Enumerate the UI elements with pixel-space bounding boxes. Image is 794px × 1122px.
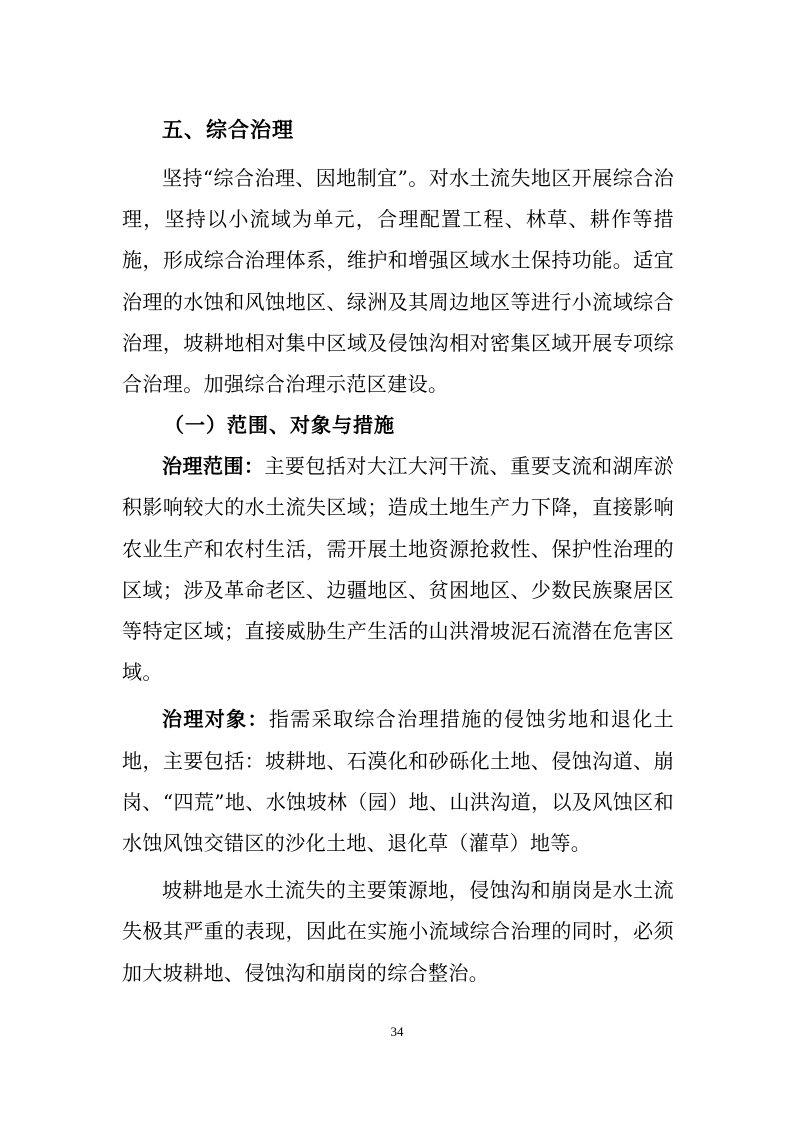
- scope-text: 主要包括对大江大河干流、重要支流和湖库淤积影响较大的水土流失区域；造成土地生产力下降，直接影响农业生产和农村生活，需开展土地资源抢救性、保护性治理的区域；涉及革命老区、边疆地区、贫困地区、少数民族聚居区等特定区域；直接威胁生产生活的山洪滑坡泥石流潜在危害区域。: [122, 454, 675, 685]
- scope-term: 治理范围：: [162, 454, 265, 479]
- intro-paragraph: 坚持“综合治理、因地制宜”。对水土流失地区开展综合治理，坚持以小流域为单元，合理配置工程、林草、耕作等措施，形成综合治理体系，维护和增强区域水土保持功能。适宜治理的水蚀和风蚀地区、绿洲及其周边地区等进行小流域综合治理，坡耕地相对集中区域及侵蚀沟相对密集区域开展专项综合治理。加强综合治理示范区建设。: [122, 166, 674, 397]
- objects-paragraph: [122, 699, 674, 864]
- section-heading: 五、综合治理: [162, 118, 294, 142]
- closing-paragraph: 坡耕地是水土流失的主要策源地，侵蚀沟和崩岗是水土流失极其严重的表现，因此在实施小流域综合治理的同时，必须加大坡耕地、侵蚀沟和崩岗的综合整治。: [122, 878, 674, 985]
- page-number: 34: [390, 1024, 404, 1039]
- objects-term: 治理对象：: [162, 707, 269, 732]
- document-body: [122, 112, 674, 994]
- objects-text: 指需采取综合治理措施的侵蚀劣地和退化土地，主要包括：坡耕地、石漠化和砂砾化土地、侵蚀沟道、崩岗、“四荒”地、水蚀坡林（园）地、山洪沟道，以及风蚀区和水蚀风蚀交错区的沙化土地、退化草（灌草）地等。: [122, 707, 674, 856]
- scope-paragraph: [122, 446, 674, 693]
- subsection-heading: （一）范围、对象与措施: [164, 413, 395, 438]
